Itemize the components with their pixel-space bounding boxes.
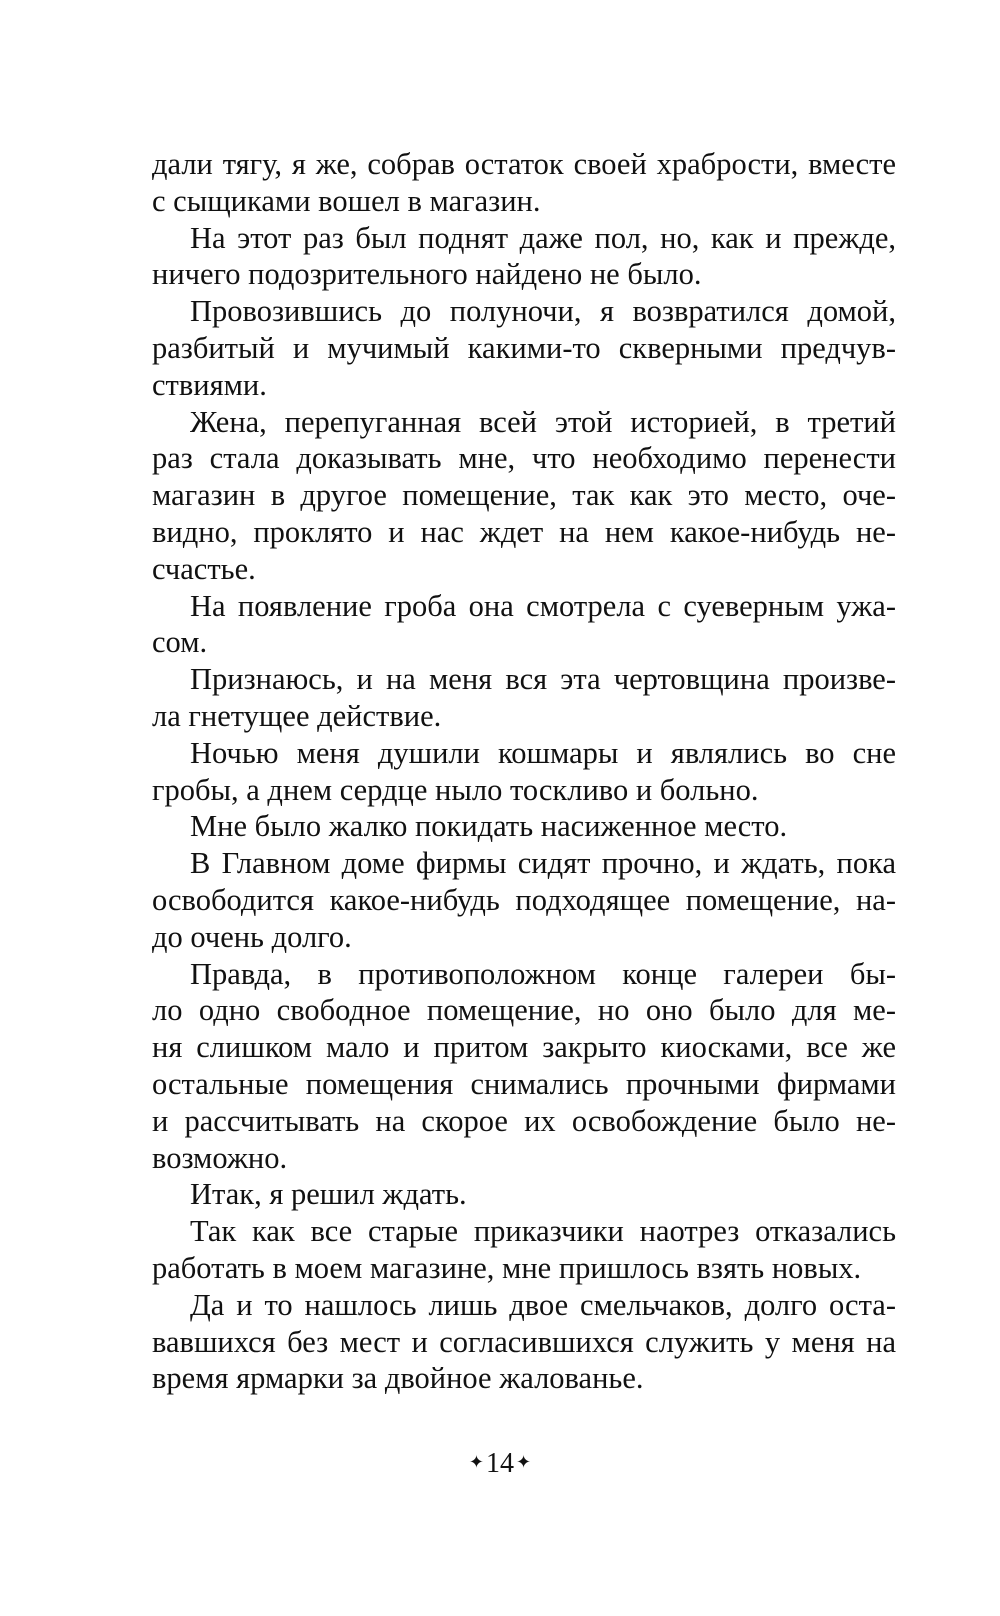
- page-number-footer: [0, 1444, 1000, 1482]
- paragraph: [152, 956, 896, 1177]
- text-line: остальные помещения снимались прочными фирмами: [152, 1066, 896, 1101]
- paragraph: [152, 1176, 896, 1213]
- text-line: Провозившись до полуночи, я возвратился домой,: [190, 294, 896, 329]
- text-line: и рассчитывать на скорое их освобождение было не-: [152, 1103, 896, 1138]
- page-body-text: [152, 146, 896, 1397]
- text-line: время ярмарки за двойное жалованье.: [152, 1361, 644, 1396]
- text-line: Мне было жалко покидать насиженное место.: [190, 809, 788, 844]
- text-line: Так как все старые приказчики наотрез отказались: [190, 1214, 896, 1249]
- text-line: магазин в другое помещение, так как это место, оче-: [152, 478, 896, 513]
- paragraph: [152, 845, 896, 955]
- paragraph: [152, 146, 896, 220]
- text-line: с сыщиками вошел в магазин.: [152, 183, 541, 218]
- text-line: освободится какое-нибудь подходящее помещение, на-: [152, 882, 896, 917]
- text-line: ничего подозрительного найдено не было.: [152, 257, 702, 292]
- text-line: ло одно свободное помещение, но оно было для ме-: [152, 993, 896, 1028]
- text-line: Жена, перепуганная всей этой историей, в третий: [190, 404, 896, 439]
- text-line: Правда, в противоположном конце галереи бы-: [190, 956, 896, 991]
- text-line: На появление гроба она смотрела с суеверным ужа-: [190, 588, 896, 623]
- paragraph: [152, 1213, 896, 1287]
- text-line: Да и то нашлось лишь двое смельчаков, долго оста-: [190, 1287, 896, 1322]
- text-line: ня слишком мало и притом закрыто киосками, все же: [152, 1030, 896, 1065]
- text-line: видно, проклято и нас ждет на нем какое-нибудь не-: [152, 514, 896, 549]
- text-line: ла гнетущее действие.: [152, 698, 442, 733]
- text-line: ствиями.: [152, 367, 267, 402]
- page-number: 14: [486, 1448, 514, 1479]
- text-line: работать в моем магазине, мне пришлось взять новых.: [152, 1250, 862, 1285]
- paragraph: [152, 808, 896, 845]
- paragraph: [152, 735, 896, 809]
- text-line: Итак, я решил ждать.: [190, 1177, 467, 1212]
- text-line: На этот раз был поднят даже пол, но, как и прежде,: [190, 220, 896, 255]
- text-line: раз стала доказывать мне, что необходимо перенести: [152, 441, 896, 476]
- paragraph: [152, 404, 896, 588]
- text-line: сом.: [152, 625, 208, 660]
- paragraph: [152, 1287, 896, 1397]
- text-line: В Главном доме фирмы сидят прочно, и ждать, пока: [190, 846, 896, 881]
- text-line: счастье.: [152, 551, 256, 586]
- text-line: Ночью меня душили кошмары и являлись во сне: [190, 735, 896, 770]
- text-line: гробы, а днем сердце ныло тоскливо и больно.: [152, 772, 759, 807]
- star-ornament-icon: ✦: [468, 1452, 484, 1472]
- star-ornament-icon: ✦: [516, 1452, 532, 1472]
- text-line: до очень долго.: [152, 919, 352, 954]
- text-line: дали тягу, я же, собрав остаток своей храбрости, вместе: [152, 147, 896, 181]
- text-line: возможно.: [152, 1140, 288, 1175]
- paragraph: [152, 588, 896, 662]
- paragraph: [152, 220, 896, 294]
- text-line: вавшихся без мест и согласившихся служить у меня на: [152, 1324, 896, 1359]
- text-line: Признаюсь, и на меня вся эта чертовщина произве-: [190, 662, 896, 697]
- paragraph: [152, 661, 896, 735]
- paragraph: [152, 293, 896, 403]
- text-line: разбитый и мучимый какими-то скверными предчув-: [152, 330, 896, 365]
